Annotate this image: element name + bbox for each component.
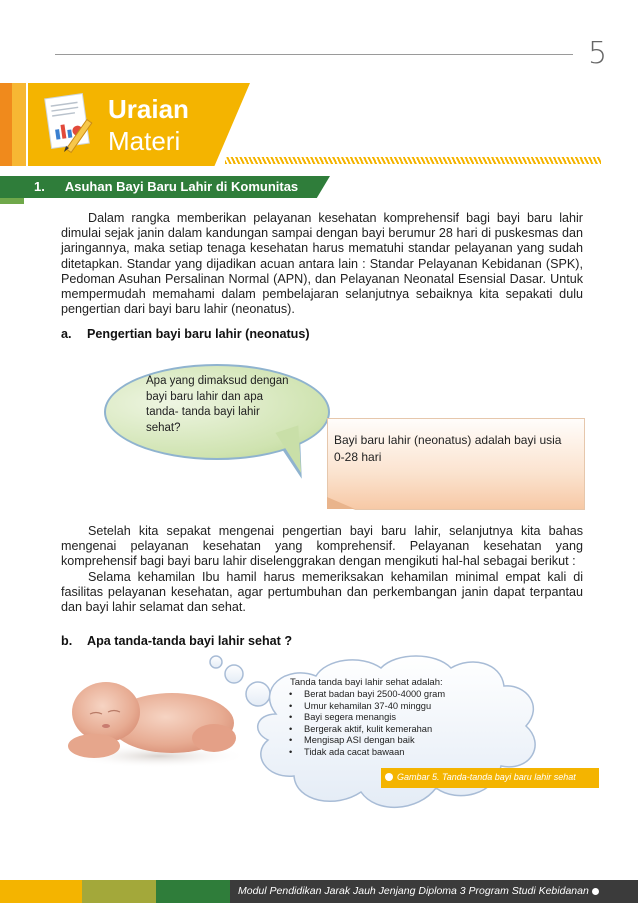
paragraph-2 xyxy=(61,524,583,615)
subsection-b-title: Apa tanda-tanda bayi lahir sehat ? xyxy=(87,634,293,648)
question-bubble-text: Apa yang dimaksud dengan bayi baru lahir dan apa tanda- tanda bayi lahir sehat? xyxy=(146,375,289,434)
document-chart-icon xyxy=(42,90,102,160)
hatch-divider xyxy=(225,157,601,164)
healthy-signs-list xyxy=(286,689,446,759)
list-item: • Bayi segera menangis xyxy=(286,712,446,724)
footer-text: Modul Pendidikan Jarak Jauh Jenjang Diploma 3 Program Studi Kebidanan xyxy=(238,885,589,897)
footer-block-yellow xyxy=(0,880,82,903)
footer-bullet-icon xyxy=(592,888,599,895)
subsection-b-label: b. xyxy=(61,634,73,648)
section-number: 1. xyxy=(34,179,45,194)
list-item: • Mengisap ASI dengan baik xyxy=(286,735,446,747)
section-title: Asuhan Bayi Baru Lahir di Komunitas xyxy=(64,179,299,194)
paragraph-3-text: Selama kehamilan Ibu hamil harus memeriksakan kehamilan minimal empat kali di fasilitas pelayanan kesehatan, agar pertumbuhan dan perkembangan janin dapat terpantau dan bayi lahir selamat dan sehat. xyxy=(61,569,583,615)
subsection-a-title: Pengertian bayi baru lahir (neonatus) xyxy=(87,327,310,341)
list-item: • Bergerak aktif, kulit kemerahan xyxy=(286,724,446,736)
list-item: • Berat badan bayi 2500-4000 gram xyxy=(286,689,446,701)
footer-block-green xyxy=(156,880,230,903)
banner-title-line1: Uraian xyxy=(108,94,189,124)
header-rule xyxy=(55,54,573,55)
page-number: 5 xyxy=(588,36,608,71)
intro-paragraph-text: Dalam rangka memberikan pelayanan kesehatan komprehensif bagi bayi baru lahir dimulai sejak janin dalam kandungan sampai dengan bayi berumur 28 hari di puskesmas dan jaringannya, maka setiap tenaga kesehatan harus mematuhi standar pelayanan yang sudah ditetapkan. Standar yang dijadikan acuan antara lain : Standar Pelayanan Kebidanan (SPK), Pedoman Asuhan Persalinan Normal (APN), dan Pelayanan Neonatal Esensial Dasar. Untuk mempermudah memahami dalam pembelajaran selanjutnya sebaiknya kita sepakati dulu pengertian dari bayi baru lahir (neonatus). xyxy=(61,211,583,317)
caption-bullet-icon xyxy=(385,773,393,781)
subsection-a-label: a. xyxy=(61,327,72,341)
intro-paragraph xyxy=(61,211,583,317)
cloud-title: Tanda tanda bayi lahir sehat adalah: xyxy=(290,677,443,688)
banner-accent-yellow xyxy=(12,83,26,166)
footer-block-olive xyxy=(82,880,156,903)
list-item: • Umur kehamilan 37-40 minggu xyxy=(286,701,446,713)
list-item: • Tidak ada cacat bawaan xyxy=(286,747,446,759)
figure-caption: Gambar 5. Tanda-tanda bayi baru lahir sehat xyxy=(397,772,576,782)
banner-title-line2: Materi xyxy=(108,126,181,156)
paragraph-2-text: Setelah kita sepakat mengenai pengertian bayi baru lahir, selanjutnya kita bahas mengenai pelayanan kesehatan yang komprehensif. Pelayanan kesehatan yang komprehensif bagi bayi baru lahir diselenggrakan dengan mengikuti hal-hal sebagai berikut : xyxy=(61,524,583,569)
banner-accent-orange xyxy=(0,83,12,166)
subsection-a-heading xyxy=(61,327,310,341)
section-heading xyxy=(34,179,298,194)
answer-box-text: Bayi baru lahir (neonatus) adalah bayi usia 0-28 hari xyxy=(334,433,562,464)
subsection-b-heading xyxy=(61,634,292,648)
